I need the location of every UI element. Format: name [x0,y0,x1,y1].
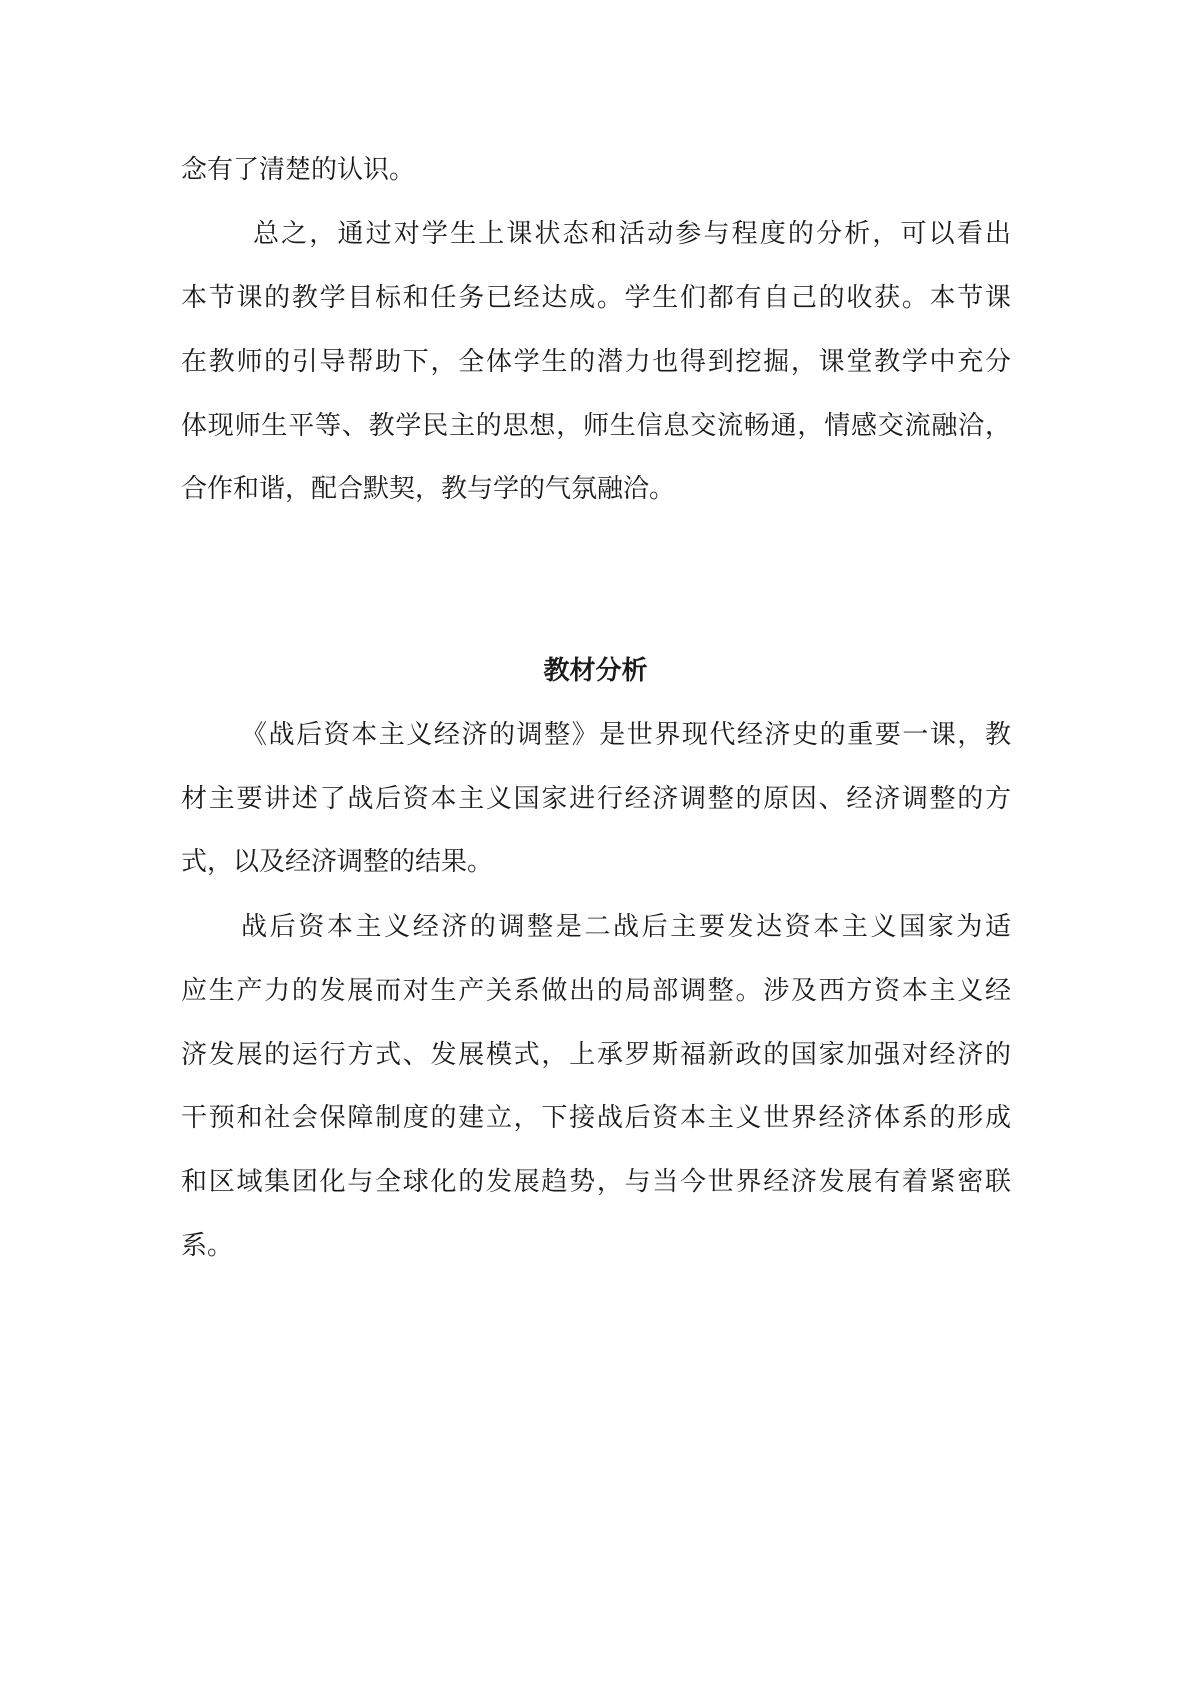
analysis-p2-line-5: 和区域集团化与全球化的发展趋势，与当今世界经济发展有着紧密联 [181,1167,1011,1197]
analysis-p1-line-2: 材主要讲述了战后资本主义国家进行经济调整的原因、经济调整的方 [181,784,1011,814]
summary-line-4: 体现师生平等、教学民主的思想，师生信息交流畅通，情感交流融洽， [181,411,1011,441]
summary-line-3: 在教师的引导帮助下，全体学生的潜力也得到挖掘，课堂教学中充分 [181,347,1011,377]
continuation-line: 念有了清楚的认识。 [181,155,416,185]
analysis-p2-line-4: 干预和社会保障制度的建立，下接战后资本主义世界经济体系的形成 [181,1103,1011,1133]
analysis-p1-line-1: 《战后资本主义经济的调整》是世界现代经济史的重要一课，教 [241,720,1011,750]
analysis-p2-line-3: 济发展的运行方式、发展模式，上承罗斯福新政的国家加强对经济的 [181,1040,1011,1070]
summary-line-1: 总之，通过对学生上课状态和活动参与程度的分析，可以看出 [253,219,1011,249]
analysis-p2-line-2: 应生产力的发展而对生产关系做出的局部调整。涉及西方资本主义经 [181,976,1011,1006]
section-title: 教材分析 [543,656,648,686]
summary-line-5: 合作和谐，配合默契，教与学的气氛融洽。 [181,474,676,504]
analysis-p2-line-6: 系。 [181,1231,234,1261]
analysis-p1-line-3: 式，以及经济调整的结果。 [181,847,494,877]
analysis-p2-line-1: 战后资本主义经济的调整是二战后主要发达资本主义国家为适 [241,912,1011,942]
summary-line-2: 本节课的教学目标和任务已经达成。学生们都有自己的收获。本节课 [181,283,1011,313]
